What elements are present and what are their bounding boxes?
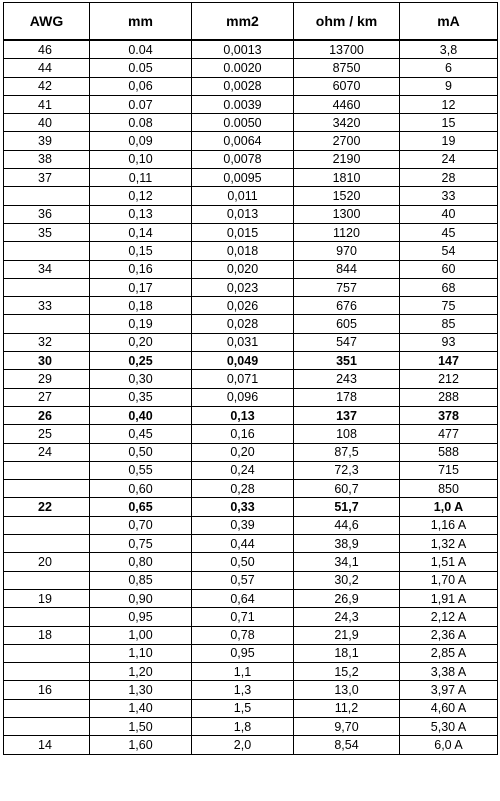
cell-awg: 25 <box>4 425 90 443</box>
cell-ma: 378 <box>400 406 498 424</box>
cell-awg <box>4 461 90 479</box>
table-row <box>4 644 498 662</box>
table-row <box>4 425 498 443</box>
cell-awg: 37 <box>4 169 90 187</box>
table-row <box>4 535 498 553</box>
cell-awg: 30 <box>4 352 90 370</box>
cell-mm2: 0,049 <box>192 352 294 370</box>
cell-awg <box>4 187 90 205</box>
cell-ohm-per-km: 351 <box>294 352 400 370</box>
table-row <box>4 260 498 278</box>
cell-mm: 0,14 <box>90 223 192 241</box>
cell-mm: 0,55 <box>90 461 192 479</box>
cell-mm: 0,10 <box>90 150 192 168</box>
cell-mm: 0,80 <box>90 553 192 571</box>
cell-ma: 9 <box>400 77 498 95</box>
cell-awg <box>4 717 90 735</box>
cell-ohm-per-km: 24,3 <box>294 608 400 626</box>
cell-mm2: 0,031 <box>192 333 294 351</box>
cell-ma: 1,51 A <box>400 553 498 571</box>
cell-mm2: 0,39 <box>192 516 294 534</box>
cell-mm: 1,60 <box>90 736 192 754</box>
cell-mm2: 0,78 <box>192 626 294 644</box>
cell-awg <box>4 516 90 534</box>
cell-awg: 22 <box>4 498 90 516</box>
cell-awg: 46 <box>4 40 90 59</box>
cell-ma: 24 <box>400 150 498 168</box>
cell-ma: 1,16 A <box>400 516 498 534</box>
cell-ohm-per-km: 1300 <box>294 205 400 223</box>
cell-mm2: 0,16 <box>192 425 294 443</box>
cell-ohm-per-km: 30,2 <box>294 571 400 589</box>
cell-mm2: 0,0078 <box>192 150 294 168</box>
cell-mm2: 0,020 <box>192 260 294 278</box>
table-row <box>4 608 498 626</box>
cell-ohm-per-km: 970 <box>294 242 400 260</box>
table-row <box>4 59 498 77</box>
cell-mm2: 0,015 <box>192 223 294 241</box>
cell-awg: 18 <box>4 626 90 644</box>
cell-mm: 0,30 <box>90 370 192 388</box>
cell-ohm-per-km: 178 <box>294 388 400 406</box>
cell-awg <box>4 315 90 333</box>
cell-mm2: 2,0 <box>192 736 294 754</box>
table-row <box>4 388 498 406</box>
cell-ohm-per-km: 21,9 <box>294 626 400 644</box>
cell-mm2: 0,011 <box>192 187 294 205</box>
cell-mm2: 0,57 <box>192 571 294 589</box>
cell-awg <box>4 242 90 260</box>
cell-ohm-per-km: 108 <box>294 425 400 443</box>
cell-mm: 0,09 <box>90 132 192 150</box>
cell-ohm-per-km: 26,9 <box>294 589 400 607</box>
cell-mm2: 0,95 <box>192 644 294 662</box>
cell-mm: 0,45 <box>90 425 192 443</box>
cell-mm2: 0,24 <box>192 461 294 479</box>
table-row <box>4 333 498 351</box>
cell-ma: 15 <box>400 114 498 132</box>
table-row <box>4 187 498 205</box>
cell-ma: 3,97 A <box>400 681 498 699</box>
cell-ma: 93 <box>400 333 498 351</box>
table-row <box>4 699 498 717</box>
cell-ma: 2,85 A <box>400 644 498 662</box>
cell-awg: 24 <box>4 443 90 461</box>
cell-ohm-per-km: 8750 <box>294 59 400 77</box>
cell-mm: 0.04 <box>90 40 192 59</box>
table-row <box>4 681 498 699</box>
table-row <box>4 95 498 113</box>
cell-awg: 33 <box>4 297 90 315</box>
cell-ma: 212 <box>400 370 498 388</box>
cell-awg <box>4 644 90 662</box>
cell-mm2: 0,13 <box>192 406 294 424</box>
cell-mm: 1,50 <box>90 717 192 735</box>
cell-awg <box>4 480 90 498</box>
header-mm: mm <box>90 3 192 41</box>
cell-mm2: 0,0095 <box>192 169 294 187</box>
cell-ma: 12 <box>400 95 498 113</box>
table-row <box>4 169 498 187</box>
cell-mm2: 0,026 <box>192 297 294 315</box>
table-row <box>4 663 498 681</box>
cell-ohm-per-km: 11,2 <box>294 699 400 717</box>
table-row <box>4 40 498 59</box>
cell-ma: 850 <box>400 480 498 498</box>
cell-ohm-per-km: 547 <box>294 333 400 351</box>
cell-mm2: 1,5 <box>192 699 294 717</box>
cell-mm2: 0,71 <box>192 608 294 626</box>
cell-awg: 26 <box>4 406 90 424</box>
table-row <box>4 315 498 333</box>
cell-awg: 32 <box>4 333 90 351</box>
cell-ohm-per-km: 18,1 <box>294 644 400 662</box>
table-row <box>4 553 498 571</box>
table-row <box>4 626 498 644</box>
table-row <box>4 443 498 461</box>
cell-ma: 1,91 A <box>400 589 498 607</box>
table-row <box>4 461 498 479</box>
cell-ma: 85 <box>400 315 498 333</box>
cell-ma: 6,0 A <box>400 736 498 754</box>
cell-ma: 60 <box>400 260 498 278</box>
cell-mm: 0,60 <box>90 480 192 498</box>
cell-mm: 0,95 <box>90 608 192 626</box>
cell-ma: 3,8 <box>400 40 498 59</box>
cell-ma: 1,32 A <box>400 535 498 553</box>
cell-ma: 45 <box>400 223 498 241</box>
cell-mm2: 0,33 <box>192 498 294 516</box>
cell-awg: 29 <box>4 370 90 388</box>
cell-mm: 0,16 <box>90 260 192 278</box>
cell-mm: 0,17 <box>90 278 192 296</box>
cell-mm: 1,20 <box>90 663 192 681</box>
table-row <box>4 717 498 735</box>
cell-awg <box>4 663 90 681</box>
cell-ohm-per-km: 87,5 <box>294 443 400 461</box>
cell-ma: 19 <box>400 132 498 150</box>
table-row <box>4 480 498 498</box>
cell-ohm-per-km: 757 <box>294 278 400 296</box>
cell-ohm-per-km: 9,70 <box>294 717 400 735</box>
cell-mm: 0,19 <box>90 315 192 333</box>
header-mm2: mm2 <box>192 3 294 41</box>
cell-awg: 42 <box>4 77 90 95</box>
cell-ma: 477 <box>400 425 498 443</box>
cell-ohm-per-km: 137 <box>294 406 400 424</box>
cell-awg: 20 <box>4 553 90 571</box>
cell-mm2: 0,071 <box>192 370 294 388</box>
cell-awg <box>4 608 90 626</box>
cell-mm: 0.05 <box>90 59 192 77</box>
cell-mm: 1,30 <box>90 681 192 699</box>
table-row <box>4 352 498 370</box>
cell-mm2: 0.0020 <box>192 59 294 77</box>
cell-mm: 0,15 <box>90 242 192 260</box>
cell-awg: 39 <box>4 132 90 150</box>
cell-ma: 2,12 A <box>400 608 498 626</box>
cell-mm: 0,75 <box>90 535 192 553</box>
cell-awg: 44 <box>4 59 90 77</box>
cell-awg: 34 <box>4 260 90 278</box>
cell-awg <box>4 699 90 717</box>
table-row <box>4 132 498 150</box>
cell-mm2: 0,018 <box>192 242 294 260</box>
table-row <box>4 736 498 754</box>
cell-ohm-per-km: 1520 <box>294 187 400 205</box>
cell-ma: 33 <box>400 187 498 205</box>
cell-mm2: 0,20 <box>192 443 294 461</box>
cell-ohm-per-km: 6070 <box>294 77 400 95</box>
cell-awg <box>4 571 90 589</box>
cell-mm2: 1,1 <box>192 663 294 681</box>
cell-ma: 3,38 A <box>400 663 498 681</box>
cell-ohm-per-km: 15,2 <box>294 663 400 681</box>
cell-mm: 0,25 <box>90 352 192 370</box>
cell-ma: 588 <box>400 443 498 461</box>
cell-mm2: 0,0013 <box>192 40 294 59</box>
cell-mm: 0,50 <box>90 443 192 461</box>
cell-mm: 0,20 <box>90 333 192 351</box>
cell-ohm-per-km: 13700 <box>294 40 400 59</box>
cell-mm2: 0,096 <box>192 388 294 406</box>
cell-ma: 1,70 A <box>400 571 498 589</box>
table-header <box>4 3 498 41</box>
cell-ohm-per-km: 2700 <box>294 132 400 150</box>
cell-mm2: 0.0050 <box>192 114 294 132</box>
cell-mm2: 0,44 <box>192 535 294 553</box>
cell-mm2: 0,0064 <box>192 132 294 150</box>
header-row <box>4 3 498 41</box>
cell-awg: 27 <box>4 388 90 406</box>
cell-mm: 1,40 <box>90 699 192 717</box>
cell-awg: 38 <box>4 150 90 168</box>
cell-awg <box>4 535 90 553</box>
cell-ohm-per-km: 4460 <box>294 95 400 113</box>
cell-mm2: 0,0028 <box>192 77 294 95</box>
cell-mm: 0,12 <box>90 187 192 205</box>
cell-ohm-per-km: 34,1 <box>294 553 400 571</box>
cell-ohm-per-km: 844 <box>294 260 400 278</box>
cell-ohm-per-km: 605 <box>294 315 400 333</box>
cell-mm: 0.07 <box>90 95 192 113</box>
cell-ma: 2,36 A <box>400 626 498 644</box>
cell-ohm-per-km: 44,6 <box>294 516 400 534</box>
header-awg: AWG <box>4 3 90 41</box>
table-row <box>4 114 498 132</box>
cell-awg <box>4 278 90 296</box>
table-row <box>4 571 498 589</box>
table-row <box>4 150 498 168</box>
wire-gauge-table <box>3 2 498 755</box>
cell-ma: 28 <box>400 169 498 187</box>
header-ohm-per-km: ohm / km <box>294 3 400 41</box>
cell-mm: 0,35 <box>90 388 192 406</box>
cell-mm: 0,11 <box>90 169 192 187</box>
cell-mm: 1,10 <box>90 644 192 662</box>
cell-ohm-per-km: 243 <box>294 370 400 388</box>
table-row <box>4 589 498 607</box>
cell-mm2: 0,013 <box>192 205 294 223</box>
cell-ma: 75 <box>400 297 498 315</box>
cell-ohm-per-km: 3420 <box>294 114 400 132</box>
cell-mm2: 0,64 <box>192 589 294 607</box>
cell-mm2: 0.0039 <box>192 95 294 113</box>
cell-awg: 36 <box>4 205 90 223</box>
cell-awg: 16 <box>4 681 90 699</box>
cell-ohm-per-km: 1810 <box>294 169 400 187</box>
cell-awg: 19 <box>4 589 90 607</box>
cell-ma: 147 <box>400 352 498 370</box>
table-row <box>4 498 498 516</box>
cell-ohm-per-km: 1120 <box>294 223 400 241</box>
cell-ohm-per-km: 60,7 <box>294 480 400 498</box>
cell-mm: 1,00 <box>90 626 192 644</box>
cell-mm: 0,06 <box>90 77 192 95</box>
cell-mm: 0.08 <box>90 114 192 132</box>
cell-ma: 6 <box>400 59 498 77</box>
cell-ohm-per-km: 2190 <box>294 150 400 168</box>
cell-ma: 4,60 A <box>400 699 498 717</box>
cell-ma: 5,30 A <box>400 717 498 735</box>
cell-mm: 0,13 <box>90 205 192 223</box>
table-row <box>4 205 498 223</box>
cell-ohm-per-km: 676 <box>294 297 400 315</box>
cell-ohm-per-km: 72,3 <box>294 461 400 479</box>
cell-awg: 41 <box>4 95 90 113</box>
table-row <box>4 370 498 388</box>
cell-mm2: 0,028 <box>192 315 294 333</box>
table-row <box>4 516 498 534</box>
cell-ohm-per-km: 38,9 <box>294 535 400 553</box>
cell-mm: 0,90 <box>90 589 192 607</box>
cell-mm: 0,85 <box>90 571 192 589</box>
cell-mm2: 0,28 <box>192 480 294 498</box>
table-row <box>4 77 498 95</box>
cell-awg: 40 <box>4 114 90 132</box>
cell-ohm-per-km: 13,0 <box>294 681 400 699</box>
table-row <box>4 223 498 241</box>
cell-mm2: 1,3 <box>192 681 294 699</box>
cell-mm: 0,18 <box>90 297 192 315</box>
cell-mm: 0,65 <box>90 498 192 516</box>
cell-mm: 0,40 <box>90 406 192 424</box>
table-row <box>4 297 498 315</box>
table-row <box>4 278 498 296</box>
cell-ma: 68 <box>400 278 498 296</box>
cell-mm2: 0,50 <box>192 553 294 571</box>
cell-ma: 40 <box>400 205 498 223</box>
cell-ohm-per-km: 8,54 <box>294 736 400 754</box>
cell-ma: 288 <box>400 388 498 406</box>
cell-mm: 0,70 <box>90 516 192 534</box>
cell-awg: 35 <box>4 223 90 241</box>
cell-mm2: 1,8 <box>192 717 294 735</box>
cell-ohm-per-km: 51,7 <box>294 498 400 516</box>
cell-ma: 54 <box>400 242 498 260</box>
cell-mm2: 0,023 <box>192 278 294 296</box>
cell-awg: 14 <box>4 736 90 754</box>
table-body <box>4 40 498 754</box>
table-row <box>4 406 498 424</box>
cell-ma: 1,0 A <box>400 498 498 516</box>
header-ma: mA <box>400 3 498 41</box>
cell-ma: 715 <box>400 461 498 479</box>
table-row <box>4 242 498 260</box>
